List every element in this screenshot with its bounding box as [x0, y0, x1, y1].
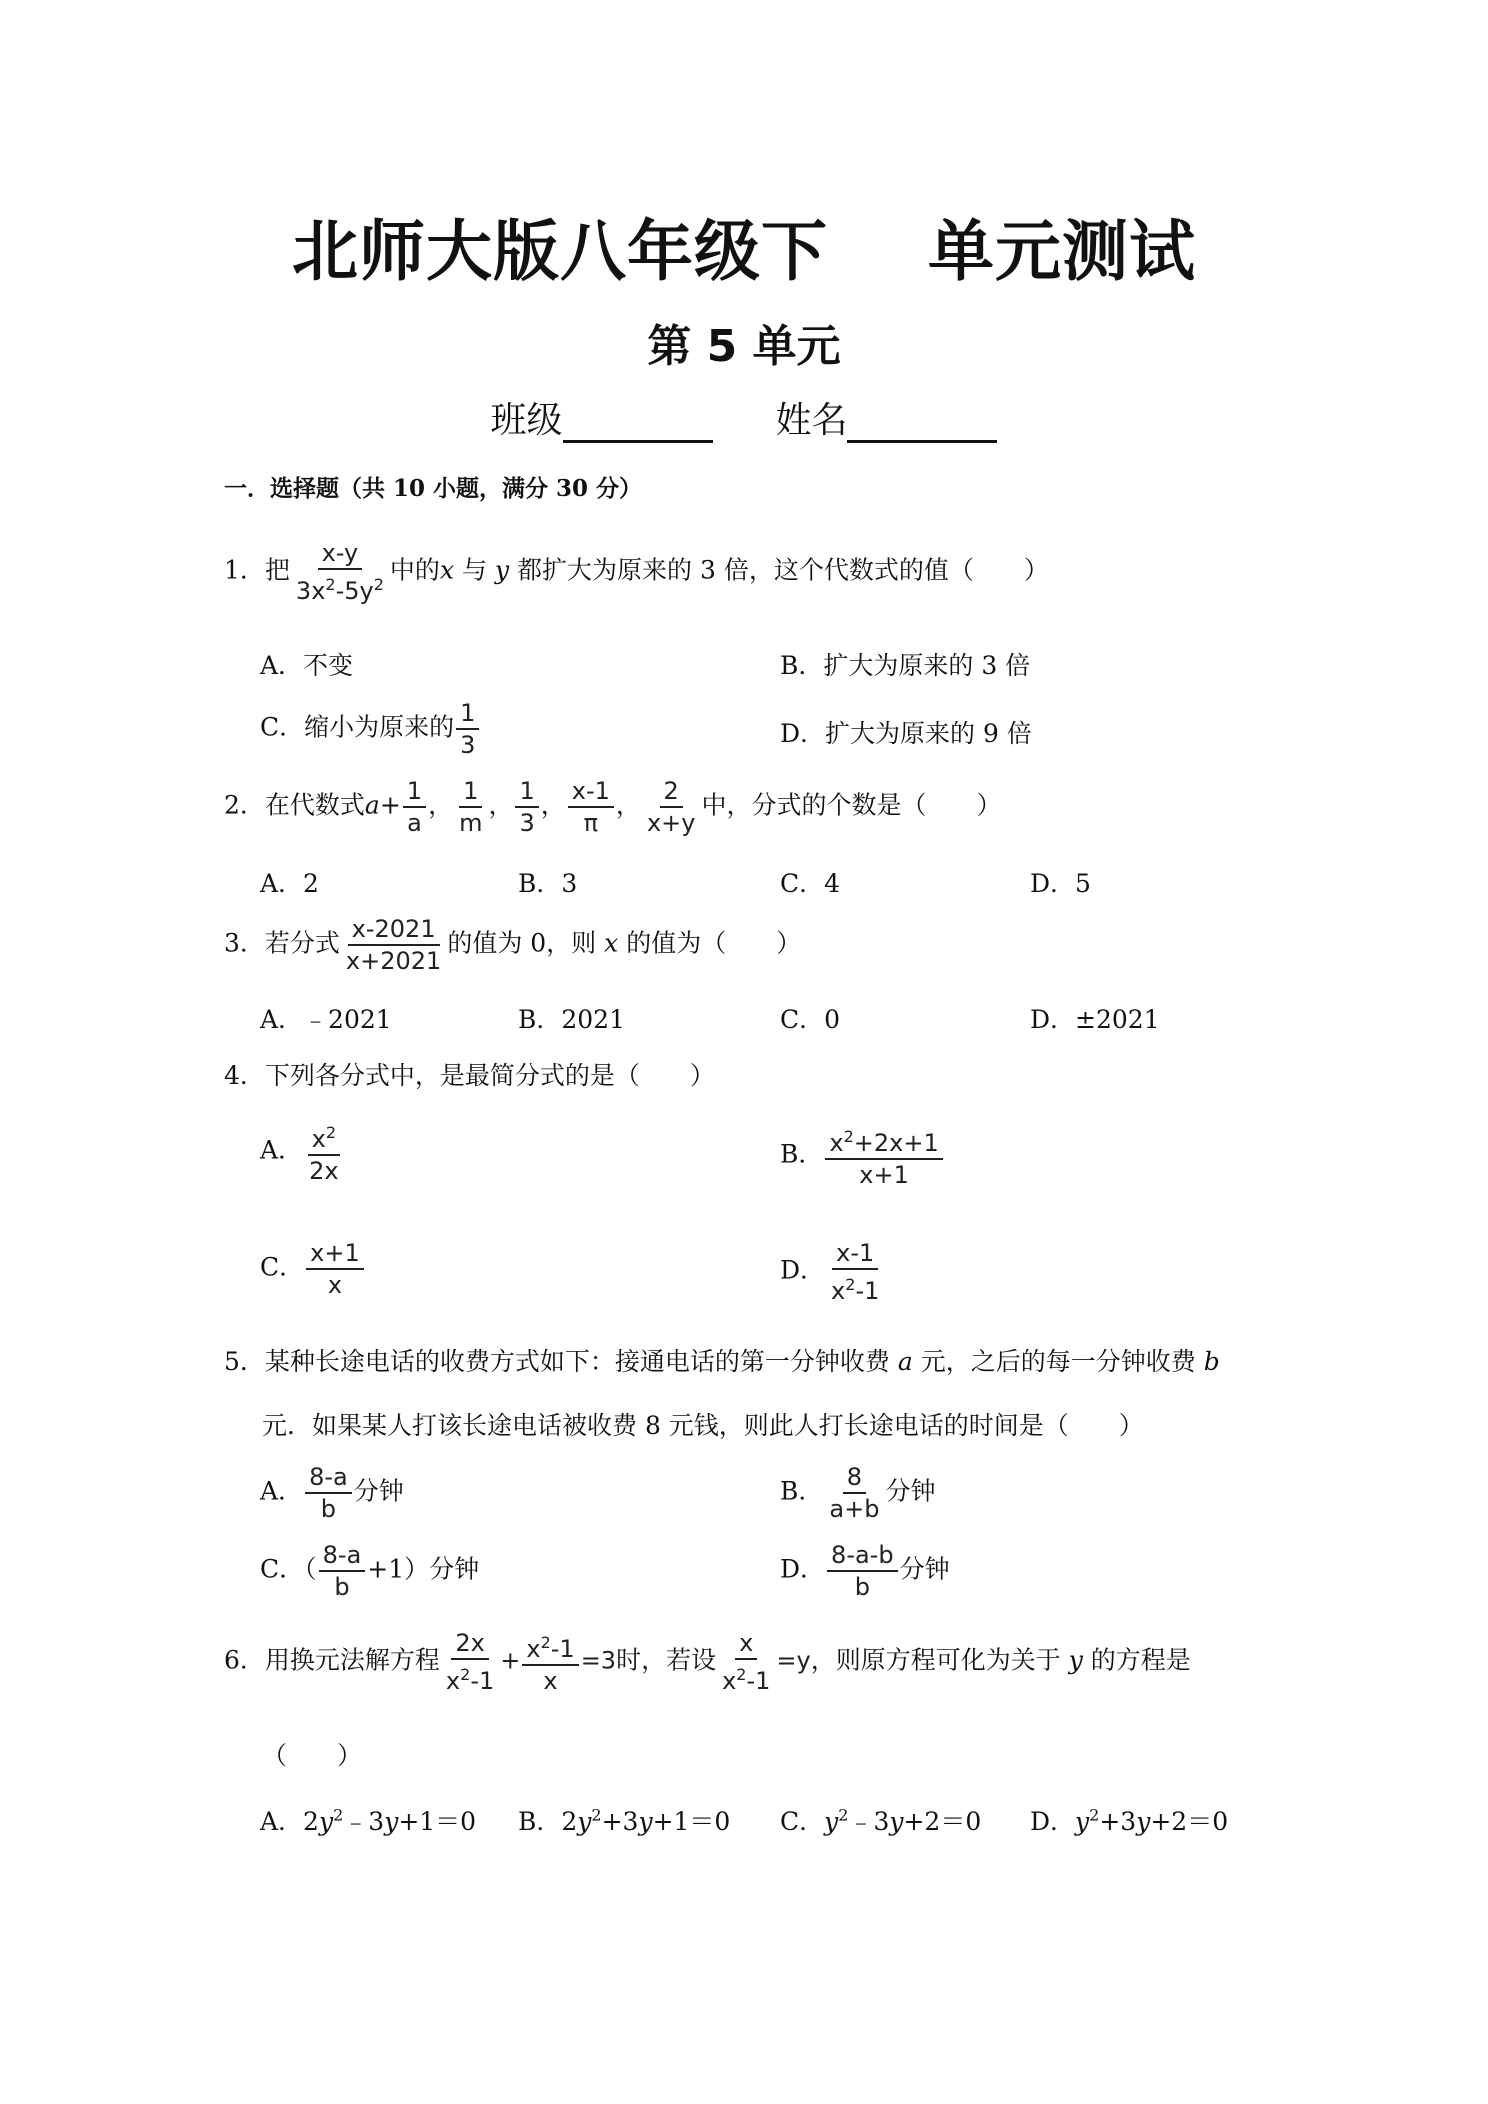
option-3d[interactable]: D．±2021 — [1030, 1005, 1160, 1034]
option-2d[interactable]: D．5 — [1030, 869, 1091, 898]
option-5c[interactable]: C．（ $\frac{8-a}{b}$ +1）分钟 — [260, 1541, 480, 1601]
section-heading: 一．选择题（共 10 小题，满分 30 分） — [224, 475, 643, 502]
option-6a[interactable]: A．$2y^2﹣3y+1=0$ — [260, 1805, 477, 1836]
option-5d[interactable]: D． $\frac{8-a-b}{b}$ 分钟 — [780, 1541, 950, 1601]
option-5b[interactable]: B． $\frac{8}{a+b}$ 分钟 — [780, 1463, 936, 1523]
option-1a[interactable]: A．不变 — [260, 651, 354, 680]
question-6-answer-paren: （ ） — [262, 1741, 363, 1770]
question-5-line-1: 5．某种长途电话的收费方式如下：接通电话的第一分钟收费 a 元，之后的每一分钟收费 b — [224, 1347, 1220, 1376]
option-4c[interactable]: C． $\frac{x+1}{x}$ — [260, 1238, 366, 1300]
option-4b[interactable]: B． $\frac{x^2+2x+1}{x+1}$ — [780, 1122, 945, 1190]
question-6: 6．用换元法解方程 $\frac{2x}{x^2-1}$ + $\frac{x^2-1}{x}$ =3时，若设 $\frac{x}{x^2-1}$ =y，则原方程可化为关于 y 的方程是 — [224, 1629, 1191, 1695]
question-3: 3．若分式 $\frac{x-2021}{x+2021}$ 的值为 0，则 x 的值为（ ） — [224, 915, 802, 975]
option-2b[interactable]: B．3 — [518, 869, 578, 898]
name-blank — [847, 406, 997, 443]
unit-subtitle: 第 5 单元 — [647, 321, 841, 372]
option-5a[interactable]: A． $\frac{8-a}{b}$ 分钟 — [260, 1463, 404, 1523]
class-label: 班级 — [490, 400, 563, 441]
option-2c[interactable]: C．4 — [780, 869, 841, 898]
option-1b[interactable]: B．扩大为原来的 3 倍 — [780, 651, 1031, 680]
option-3c[interactable]: C．0 — [780, 1005, 841, 1034]
question-1: 1．把 $\frac{x-y}{3x^2-5y^2}$ 中的x 与 y 都扩大为原来的 3 倍，这个代数式的值（ ） — [224, 539, 1049, 605]
option-2a[interactable]: A．2 — [260, 869, 319, 898]
option-3a[interactable]: A．﹣2021 — [260, 1005, 392, 1034]
student-info-row — [0, 392, 1488, 443]
question-5-line-2: 元．如果某人打该长途电话被收费 8 元钱，则此人打长途电话的时间是（ ） — [262, 1411, 1144, 1440]
name-label: 姓名 — [775, 400, 848, 441]
fraction: $\frac{x-y}{3x^2-5y^2}$ — [295, 539, 384, 605]
option-3b[interactable]: B．2021 — [518, 1005, 625, 1034]
option-1d[interactable]: D．扩大为原来的 9 倍 — [780, 719, 1032, 748]
option-4d[interactable]: D． $\frac{x-1}{x^2-1}$ — [780, 1239, 880, 1305]
option-6d[interactable]: D．$y^2+3y+2=0$ — [1030, 1805, 1229, 1836]
option-4a[interactable]: A． $\frac{x^2}{2x}$ — [260, 1118, 345, 1186]
option-6b[interactable]: B．$2y^2+3y+1=0$ — [518, 1805, 731, 1836]
question-2: 2．在代数式a+ $\frac{1}{a}$ ， $\frac{1}{m}$ ， $\frac{1}{3}$ ， $\frac{x-1}{\pi}$ ， $\frac{2}{x+y}$ 中，分式的个数是（ ） — [224, 777, 1002, 837]
class-blank — [563, 406, 713, 443]
option-1c[interactable]: C．缩小为原来的 $\frac{1}{3}$ — [260, 698, 481, 760]
option-6c[interactable]: C．$y^2﹣3y+2=0$ — [780, 1805, 982, 1836]
page-title: 北师大版八年级下 单元测试 — [292, 213, 1196, 290]
question-4: 4．下列各分式中，是最简分式的是（ ） — [224, 1061, 715, 1090]
